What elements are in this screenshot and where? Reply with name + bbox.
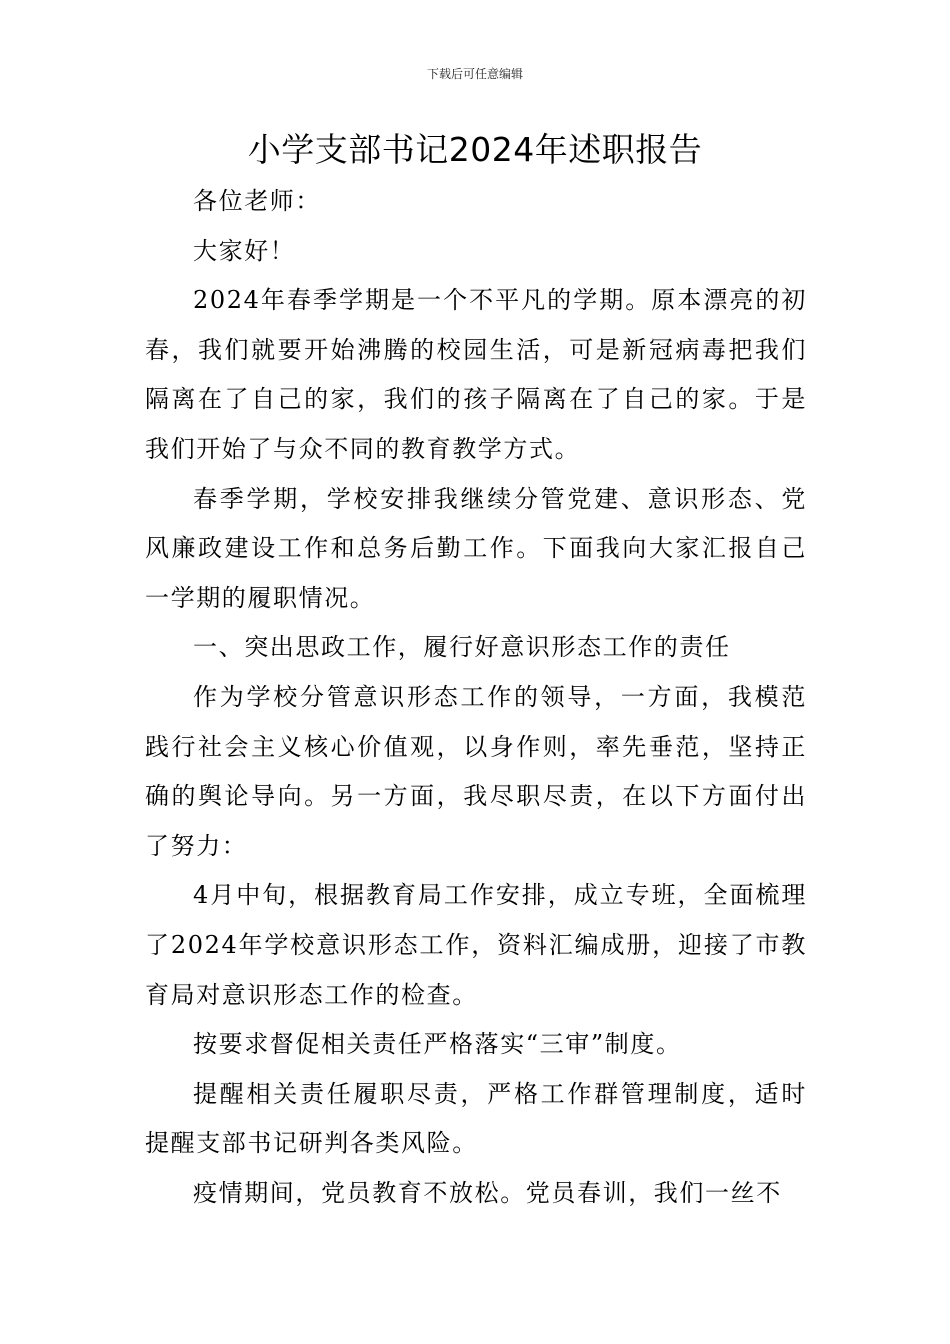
document-title: 小学支部书记2024年述职报告	[247, 130, 703, 169]
paragraph-salutation: 各位老师：	[193, 187, 321, 215]
paragraph: 作为学校分管意识形态工作的领导，一方面，我模范践行社会主义核心价值观，以身作则，率先垂范，坚持正确的舆论导向。另一方面，我尽职尽责，在以下方面付出了努力：	[145, 682, 807, 860]
paragraph: 提醒相关责任履职尽责，严格工作群管理制度，适时提醒支部书记研判各类风险。	[145, 1079, 807, 1158]
paragraph: 按要求督促相关责任严格落实“三审”制度。	[193, 1030, 682, 1059]
header-note: 下载后可任意编辑	[426, 67, 523, 81]
paragraph-greeting: 大家好！	[193, 236, 296, 265]
paragraph: 春季学期，学校安排我继续分管党建、意识形态、党风廉政建设工作和总务后勤工作。下面我向大家汇报自己一学期的履职情况。	[145, 484, 807, 612]
paragraph: 4月中旬，根据教育局工作安排，成立专班，全面梳理了2024年学校意识形态工作，资料汇编成册，迎接了市教育局对意识形态工作的检查。	[145, 881, 807, 1009]
paragraph: 2024年春季学期是一个不平凡的学期。原本漂亮的初春，我们就要开始沸腾的校园生活，可是新冠病毒把我们隔离在了自己的家，我们的孩子隔离在了自己的家。于是我们开始了与众不同的教育教学方式。	[145, 286, 807, 463]
document-body	[145, 177, 807, 1218]
paragraph: 疫情期间，党员教育不放松。党员春训，我们一丝不	[193, 1178, 782, 1207]
section-heading: 一、突出思政工作，履行好意识形态工作的责任	[193, 633, 731, 662]
